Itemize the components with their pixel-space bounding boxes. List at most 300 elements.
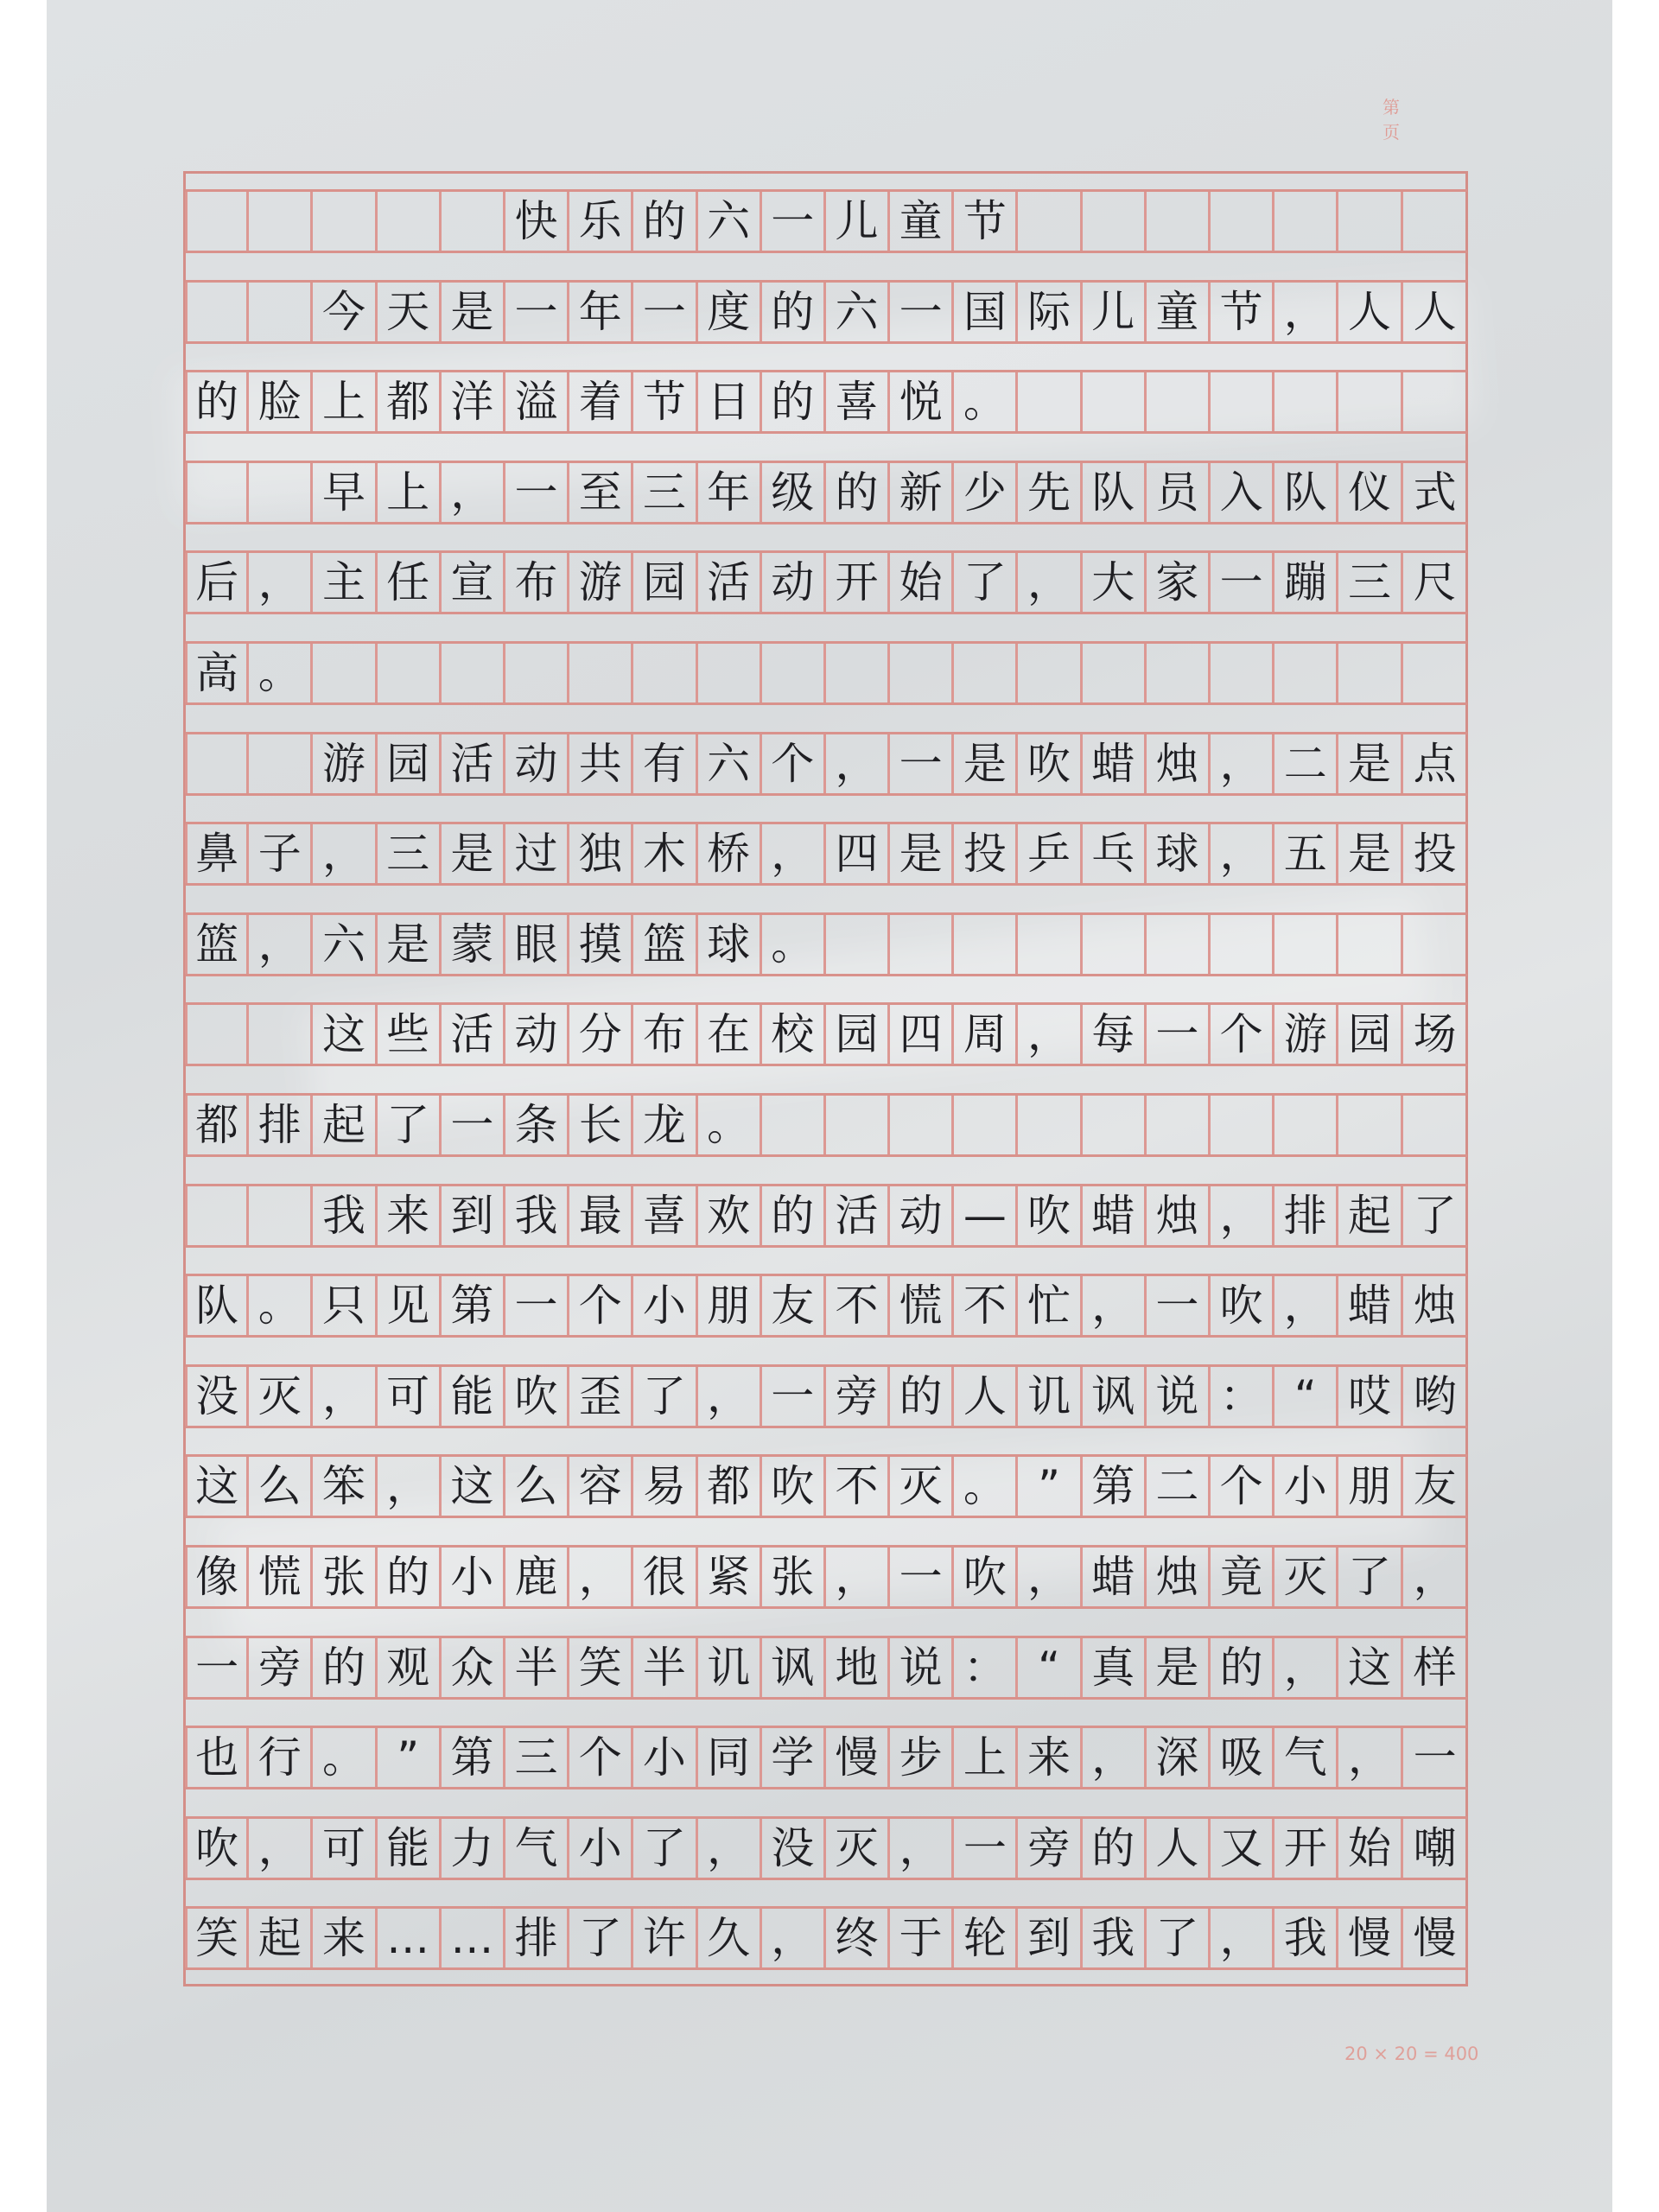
grid-cell: 快 — [505, 192, 569, 251]
grid-cell: 际 — [1018, 283, 1082, 341]
text-row — [185, 1726, 1467, 1789]
grid-cell: 灭 — [826, 1819, 890, 1878]
grid-cell: 上 — [313, 372, 377, 431]
grid-cell — [249, 734, 313, 793]
grid-cell: 。 — [313, 1728, 377, 1787]
grid-cell: 的 — [313, 1638, 377, 1697]
grid-cell: 可 — [313, 1819, 377, 1878]
grid-cell — [249, 463, 313, 522]
grid-cell: 点 — [1413, 738, 1457, 789]
text-row — [185, 550, 1467, 614]
grid-cell: 旁 — [249, 1638, 313, 1697]
grid-cell: 了 — [378, 1096, 442, 1154]
grid-cell: 最 — [569, 1186, 633, 1245]
grid-cell — [762, 1096, 826, 1154]
grid-cell: 起 — [313, 1096, 377, 1154]
grid-cell: ， — [826, 1548, 890, 1606]
grid-cell: 队 — [1083, 463, 1147, 522]
grid-cell: 六 — [698, 192, 762, 251]
grid-cell: 了 — [1338, 1548, 1402, 1606]
grid-cell: 乐 — [569, 192, 633, 251]
grid-cell: 年 — [569, 283, 633, 341]
grid-cell: ， — [762, 1909, 826, 1967]
grid-cell: 。 — [954, 372, 1018, 431]
grid-cell — [1211, 372, 1274, 431]
grid-cell: 慢 — [1338, 1909, 1402, 1967]
grid-cell: 众 — [442, 1638, 505, 1697]
grid-cell — [698, 644, 762, 702]
grid-cell — [1147, 372, 1211, 431]
grid-cell: 活 — [698, 553, 762, 612]
grid-cell: 子 — [249, 824, 313, 883]
grid-cell: 来 — [313, 1909, 377, 1967]
grid-cell: 又 — [1211, 1819, 1274, 1878]
grid-cell: 度 — [698, 283, 762, 341]
grid-cell: 一 — [1147, 1005, 1211, 1064]
grid-cell: 不 — [826, 1457, 890, 1516]
grid-cell: 。 — [249, 644, 313, 702]
grid-cell: 深 — [1147, 1728, 1211, 1787]
grid-cell: 先 — [1018, 463, 1082, 522]
grid-cell: 没 — [185, 1367, 249, 1426]
grid-cell: 人 — [1147, 1819, 1211, 1878]
grid-cell: 朋 — [698, 1276, 762, 1335]
grid-cell: 是 — [954, 734, 1018, 793]
grid-cell — [1274, 372, 1338, 431]
grid-cell: 个 — [1211, 1457, 1274, 1516]
grid-cell: 周 — [954, 1005, 1018, 1064]
grid-cell: 能 — [378, 1819, 442, 1878]
grid-cell — [1211, 1096, 1274, 1154]
grid-cell: 到 — [1018, 1909, 1082, 1967]
grid-cell — [378, 644, 442, 702]
grid-cell: 讥 — [698, 1638, 762, 1697]
grid-cell: 洋 — [442, 372, 505, 431]
grid-cell: 园 — [826, 1005, 890, 1064]
grid-cell: ， — [249, 1819, 313, 1878]
grid-cell: 队 — [185, 1276, 249, 1335]
grid-cell: 的 — [633, 192, 697, 251]
grid-cell: 园 — [1338, 1005, 1402, 1064]
grid-cell: 不 — [954, 1276, 1018, 1335]
grid-cell: 于 — [890, 1909, 954, 1967]
grid-cell: 宣 — [442, 553, 505, 612]
grid-cell: 了 — [1413, 1190, 1457, 1241]
grid-cell: 人 — [954, 1367, 1018, 1426]
text-row — [185, 912, 1467, 976]
grid-cell: ： — [954, 1638, 1018, 1697]
grid-cell: ， — [1211, 1186, 1274, 1245]
grid-cell: 一 — [1413, 1732, 1457, 1783]
grid-cell: 新 — [890, 463, 954, 522]
grid-cell: 说 — [890, 1638, 954, 1697]
grid-cell: 一 — [633, 283, 697, 341]
grid-cell: 过 — [505, 824, 569, 883]
grid-cell: 哟 — [1413, 1370, 1457, 1421]
grid-cell: 桥 — [698, 824, 762, 883]
grid-cell: ， — [1338, 1728, 1402, 1787]
grid-cell: 上 — [378, 463, 442, 522]
grid-cell: 慢 — [826, 1728, 890, 1787]
grid-cell: 个 — [762, 734, 826, 793]
grid-cell: ， — [249, 915, 313, 974]
grid-cell: 动 — [762, 553, 826, 612]
grid-cell: 共 — [569, 734, 633, 793]
grid-cell: 六 — [698, 734, 762, 793]
grid-cell: 任 — [378, 553, 442, 612]
grid-cell — [1338, 192, 1402, 251]
grid-cell: 紧 — [698, 1548, 762, 1606]
grid-cell: 灭 — [249, 1367, 313, 1426]
grid-cell: 分 — [569, 1005, 633, 1064]
grid-cell: 吹 — [1018, 1186, 1082, 1245]
grid-cell: 这 — [442, 1457, 505, 1516]
grid-cell: ” — [378, 1728, 442, 1787]
grid-cell: 一 — [185, 1638, 249, 1697]
grid-cell: 能 — [442, 1367, 505, 1426]
grid-cell: 的 — [826, 463, 890, 522]
grid-cell — [1403, 1096, 1467, 1154]
grid-cell: 同 — [698, 1728, 762, 1787]
grid-cell: 的 — [1083, 1819, 1147, 1878]
grid-cell: ， — [1211, 824, 1274, 883]
grid-cell: 龙 — [633, 1096, 697, 1154]
grid-cell: 投 — [1413, 829, 1457, 880]
grid-cell: 只 — [313, 1276, 377, 1335]
grid-cell: 摸 — [569, 915, 633, 974]
grid-cell: 始 — [890, 553, 954, 612]
grid-cell: 张 — [762, 1548, 826, 1606]
grid-cell: 不 — [826, 1276, 890, 1335]
grid-cell: 来 — [1018, 1728, 1082, 1787]
grid-cell: 是 — [442, 824, 505, 883]
grid-cell: 个 — [569, 1728, 633, 1787]
grid-cell: 一 — [442, 1096, 505, 1154]
grid-cell: 小 — [633, 1728, 697, 1787]
grid-cell: 是 — [1338, 734, 1402, 793]
grid-cell: ， — [1274, 283, 1338, 341]
grid-cell: 气 — [505, 1819, 569, 1878]
grid-cell: 每 — [1083, 1005, 1147, 1064]
grid-cell: 天 — [378, 283, 442, 341]
grid-cell: 小 — [569, 1819, 633, 1878]
text-row — [185, 1454, 1467, 1518]
grid-cell: 嘲 — [1413, 1822, 1457, 1873]
grid-cell — [1211, 644, 1274, 702]
grid-cell: 观 — [378, 1638, 442, 1697]
grid-cell — [1147, 192, 1211, 251]
grid-cell: 我 — [1274, 1909, 1338, 1967]
grid-cell: 儿 — [1083, 283, 1147, 341]
grid-cell: 高 — [185, 644, 249, 702]
grid-cell: 是 — [1338, 824, 1402, 883]
grid-cell: 我 — [313, 1186, 377, 1245]
grid-cell — [954, 915, 1018, 974]
grid-cell: ， — [569, 1548, 633, 1606]
grid-cell: 年 — [698, 463, 762, 522]
grid-cell: 有 — [633, 734, 697, 793]
grid-cell — [890, 915, 954, 974]
grid-cell: 排 — [1274, 1186, 1338, 1245]
grid-cell: 是 — [1147, 1638, 1211, 1697]
grid-cell — [185, 192, 249, 251]
grid-cell: 一 — [1147, 1276, 1211, 1335]
grid-cell: 吹 — [185, 1819, 249, 1878]
grid-cell: 第 — [442, 1276, 505, 1335]
grid-cell: 在 — [698, 1005, 762, 1064]
grid-cell — [1018, 192, 1082, 251]
grid-cell: 了 — [569, 1909, 633, 1967]
grid-cell: 慌 — [890, 1276, 954, 1335]
grid-cell: 篮 — [185, 915, 249, 974]
grid-cell — [1083, 644, 1147, 702]
grid-cell: 吹 — [1211, 1276, 1274, 1335]
grid-cell: 喜 — [826, 372, 890, 431]
grid-cell: … — [442, 1909, 505, 1967]
grid-cell: ， — [1211, 1909, 1274, 1967]
grid-cell: ， — [442, 463, 505, 522]
grid-cell: ， — [890, 1819, 954, 1878]
grid-cell: 日 — [698, 372, 762, 431]
grid-cell: 人 — [1413, 286, 1457, 337]
grid-cell — [1147, 1096, 1211, 1154]
text-row — [185, 1184, 1467, 1248]
grid-cell: 易 — [633, 1457, 697, 1516]
grid-cell: 歪 — [569, 1367, 633, 1426]
grid-cell: 半 — [633, 1638, 697, 1697]
grid-cell: 一 — [762, 1367, 826, 1426]
grid-cell: 起 — [1338, 1186, 1402, 1245]
grid-cell — [1403, 915, 1467, 974]
grid-cell: ， — [1083, 1276, 1147, 1335]
grid-cell: 。 — [762, 915, 826, 974]
grid-cell: 国 — [954, 283, 1018, 341]
grid-cell: 的 — [378, 1548, 442, 1606]
grid-cell — [1018, 644, 1082, 702]
grid-cell — [1083, 1096, 1147, 1154]
grid-cell: 的 — [762, 283, 826, 341]
grid-cell — [1274, 915, 1338, 974]
grid-cell: 节 — [633, 372, 697, 431]
grid-cell — [762, 644, 826, 702]
grid-cell — [569, 644, 633, 702]
grid-cell: 一 — [762, 192, 826, 251]
grid-cell: 活 — [826, 1186, 890, 1245]
grid-cell: 没 — [762, 1819, 826, 1878]
grid-cell: 入 — [1211, 463, 1274, 522]
grid-cell — [890, 644, 954, 702]
grid-cell — [185, 283, 249, 341]
grid-cell — [1403, 192, 1467, 251]
grid-cell: 半 — [505, 1638, 569, 1697]
grid-cell: 早 — [313, 463, 377, 522]
grid-cell: 一 — [954, 1819, 1018, 1878]
grid-cell: “ — [1018, 1638, 1082, 1697]
grid-cell — [185, 1005, 249, 1064]
grid-cell: 尺 — [1413, 557, 1457, 608]
grid-cell: ， — [1083, 1728, 1147, 1787]
grid-cell: 我 — [1083, 1909, 1147, 1967]
grid-cell: 员 — [1147, 463, 1211, 522]
grid-cell: 排 — [505, 1909, 569, 1967]
grid-cell: 都 — [378, 372, 442, 431]
grid-cell: 蹦 — [1274, 553, 1338, 612]
grid-cell: 灭 — [890, 1457, 954, 1516]
grid-cell: ， — [1274, 1638, 1338, 1697]
grid-cell — [442, 644, 505, 702]
grid-cell: 球 — [698, 915, 762, 974]
text-row — [185, 641, 1467, 705]
text-row — [185, 1093, 1467, 1157]
grid-cell: 蒙 — [442, 915, 505, 974]
grid-cell: 友 — [762, 1276, 826, 1335]
grid-cell: 。 — [698, 1096, 762, 1154]
grid-cell: 开 — [826, 553, 890, 612]
grid-cell: 吹 — [762, 1457, 826, 1516]
grid-cell: 些 — [378, 1005, 442, 1064]
grid-cell — [1018, 1096, 1082, 1154]
grid-cell: 小 — [442, 1548, 505, 1606]
grid-cell: 第 — [1083, 1457, 1147, 1516]
grid-cell: 友 — [1413, 1461, 1457, 1512]
grid-cell: 像 — [185, 1548, 249, 1606]
grid-cell: 小 — [633, 1276, 697, 1335]
grid-cell: 独 — [569, 824, 633, 883]
grid-cell: 这 — [185, 1457, 249, 1516]
grid-cell: ， — [1018, 1005, 1082, 1064]
grid-cell: 笑 — [569, 1638, 633, 1697]
grid-cell: 三 — [505, 1728, 569, 1787]
grid-cell: 样 — [1413, 1642, 1457, 1693]
page-number-label: 第 页 — [1382, 97, 1434, 143]
grid-cell — [249, 1005, 313, 1064]
grid-cell: ， — [698, 1367, 762, 1426]
grid-cell: 开 — [1274, 1819, 1338, 1878]
text-row — [185, 461, 1467, 524]
grid-cell — [1147, 915, 1211, 974]
grid-cell: 场 — [1413, 1009, 1457, 1060]
text-row — [185, 1906, 1467, 1970]
grid-cell — [1018, 372, 1082, 431]
grid-cell: 家 — [1147, 553, 1211, 612]
grid-cell: 蜡 — [1083, 1186, 1147, 1245]
grid-cell: 我 — [505, 1186, 569, 1245]
grid-cell — [1147, 644, 1211, 702]
grid-cell: 很 — [633, 1548, 697, 1606]
grid-cell: 投 — [954, 824, 1018, 883]
grid-cell: 么 — [249, 1457, 313, 1516]
grid-cell: 也 — [185, 1728, 249, 1787]
grid-cell: 说 — [1147, 1367, 1211, 1426]
grid-cell: 可 — [378, 1367, 442, 1426]
grid-cell: 儿 — [826, 192, 890, 251]
grid-cell: 学 — [762, 1728, 826, 1787]
grid-cell — [1338, 644, 1402, 702]
grid-cell: 小 — [1274, 1457, 1338, 1516]
grid-cell: 。 — [954, 1457, 1018, 1516]
grid-cell: ， — [1018, 1548, 1082, 1606]
grid-cell: 旁 — [826, 1367, 890, 1426]
grid-cell: 见 — [378, 1276, 442, 1335]
grid-cell: 游 — [313, 734, 377, 793]
grid-cell: 今 — [313, 283, 377, 341]
grid-cell: 是 — [442, 283, 505, 341]
grid-cell: 大 — [1083, 553, 1147, 612]
grid-cell: 一 — [890, 734, 954, 793]
grid-cell: 溢 — [505, 372, 569, 431]
grid-cell — [1211, 915, 1274, 974]
grid-cell — [1338, 1096, 1402, 1154]
grid-cell — [249, 192, 313, 251]
grid-cell: 节 — [1211, 283, 1274, 341]
grid-cell — [505, 644, 569, 702]
grid-cell: ： — [1211, 1367, 1274, 1426]
grid-cell: ， — [313, 1367, 377, 1426]
grid-cell — [890, 1096, 954, 1154]
grid-cell: 都 — [698, 1457, 762, 1516]
text-row — [185, 822, 1467, 886]
grid-cell — [1403, 644, 1467, 702]
grid-cell: 轮 — [954, 1909, 1018, 1967]
grid-cell: 烛 — [1413, 1281, 1457, 1332]
grid-cell: 是 — [890, 824, 954, 883]
grid-cell: 烛 — [1147, 1186, 1211, 1245]
grid-cell: 活 — [442, 734, 505, 793]
grid-cell: 了 — [633, 1819, 697, 1878]
text-row — [185, 732, 1467, 796]
grid-cell: 竟 — [1211, 1548, 1274, 1606]
grid-cell: 忙 — [1018, 1276, 1082, 1335]
grid-cell: 第 — [442, 1728, 505, 1787]
grid-cell: ， — [313, 824, 377, 883]
grid-cell: 童 — [1147, 283, 1211, 341]
grid-cell: 主 — [313, 553, 377, 612]
grid-cell: 一 — [505, 1276, 569, 1335]
grid-cell: 一 — [890, 283, 954, 341]
grid-cell: 旁 — [1018, 1819, 1082, 1878]
grid-cell: 讽 — [1083, 1367, 1147, 1426]
grid-cell: 容 — [569, 1457, 633, 1516]
text-row — [185, 1364, 1467, 1428]
grid-cell: 个 — [1211, 1005, 1274, 1064]
text-row — [185, 280, 1467, 344]
grid-cell: 二 — [1147, 1457, 1211, 1516]
grid-cell: 条 — [505, 1096, 569, 1154]
grid-cell: 了 — [633, 1367, 697, 1426]
grid-cell: 吸 — [1211, 1728, 1274, 1787]
grid-cell: 地 — [826, 1638, 890, 1697]
grid-cell: 童 — [890, 192, 954, 251]
grid-cell — [954, 1096, 1018, 1154]
text-row — [185, 1002, 1467, 1066]
text-row — [185, 1545, 1467, 1609]
grid-cell — [1338, 372, 1402, 431]
grid-cell: 起 — [249, 1909, 313, 1967]
grid-cell — [313, 192, 377, 251]
grid-cell: … — [378, 1909, 442, 1967]
grid-cell: ， — [249, 553, 313, 612]
grid-cell: 三 — [633, 463, 697, 522]
grid-cell: 灭 — [1274, 1548, 1338, 1606]
grid-cell: 的 — [890, 1367, 954, 1426]
grid-cell: 是 — [378, 915, 442, 974]
grid-cell: 的 — [762, 1186, 826, 1245]
grid-cell: 至 — [569, 463, 633, 522]
grid-cell: ， — [378, 1457, 442, 1516]
grid-cell: 鼻 — [185, 824, 249, 883]
grid-cell: ， — [1018, 553, 1082, 612]
grid-cell: 动 — [505, 734, 569, 793]
